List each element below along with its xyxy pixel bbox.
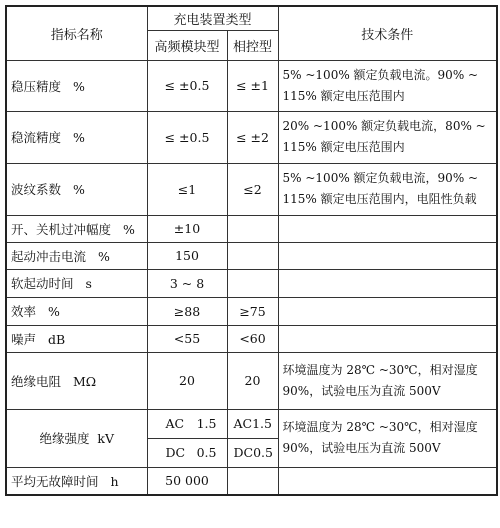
hf-value: ≤1 xyxy=(147,163,227,215)
header-hf-module: 高频模块型 xyxy=(147,30,227,60)
row-name xyxy=(6,297,147,325)
row-name-text: 稳流精度 xyxy=(11,130,62,145)
condition-line: 5% ~100% 额定负载电流。90% ~ xyxy=(282,67,479,82)
table-row xyxy=(6,297,497,325)
condition-cell xyxy=(278,269,497,297)
condition-cell xyxy=(278,325,497,352)
pc-value: ≤ ±1 xyxy=(227,60,278,111)
condition-cell xyxy=(278,111,497,163)
pc-ac-value xyxy=(227,409,278,438)
table-row-strength-ac xyxy=(6,409,497,438)
hf-dc-value xyxy=(147,438,227,467)
condition-line: 90%，试验电压为直流 500V xyxy=(282,441,441,455)
hf-value: 150 xyxy=(147,242,227,269)
header-conditions: 技术条件 xyxy=(278,6,497,60)
hf-ac-value xyxy=(147,409,227,438)
row-name-text: 起动冲击电流 xyxy=(11,248,87,264)
row-unit: s xyxy=(85,276,92,291)
row-name-text: 噪声 xyxy=(11,331,37,347)
row-unit: MΩ xyxy=(72,373,97,389)
row-unit: % xyxy=(122,221,135,237)
row-unit: % xyxy=(47,304,60,319)
row-unit: % xyxy=(72,130,85,145)
row-name xyxy=(6,325,147,352)
table-row xyxy=(6,215,497,242)
row-unit: % xyxy=(97,248,110,264)
row-unit: % xyxy=(72,182,85,197)
hf-value: 50 000 xyxy=(147,467,227,495)
row-name xyxy=(6,215,147,242)
dc-value: 0.5 xyxy=(196,445,217,460)
pc-value xyxy=(227,215,278,242)
row-unit: kV xyxy=(97,431,115,446)
condition-line: 20% ~100% 额定负载电流，80% ~ xyxy=(282,119,486,133)
table-row xyxy=(6,60,497,111)
condition-cell xyxy=(278,242,497,269)
row-name-text: 波纹系数 xyxy=(11,182,62,197)
pc-value: <60 xyxy=(227,325,278,352)
row-name-text: 软起动时间 xyxy=(11,276,74,291)
pc-value: ≤2 xyxy=(227,163,278,215)
row-name xyxy=(6,467,147,495)
ac-value: 1.5 xyxy=(252,416,272,431)
row-name xyxy=(6,60,147,111)
row-name-text: 绝缘电阻 xyxy=(11,373,62,389)
condition-line: 115% 额定电压范围内 xyxy=(282,140,405,154)
condition-line: 90%，试验电压为直流 500V xyxy=(282,383,441,398)
hf-value: <55 xyxy=(147,325,227,352)
row-unit: h xyxy=(110,473,119,489)
header-phase-control: 相控型 xyxy=(227,30,278,60)
pc-value: ≥75 xyxy=(227,297,278,325)
pc-value xyxy=(227,467,278,495)
row-name xyxy=(6,111,147,163)
pc-value: 20 xyxy=(227,352,278,409)
row-name xyxy=(6,409,147,467)
row-name xyxy=(6,352,147,409)
row-name-text: 稳压精度 xyxy=(11,78,62,94)
header-indicator: 指标名称 xyxy=(6,6,147,60)
dc-label: DC xyxy=(165,445,186,460)
dc-value: 0.5 xyxy=(253,445,273,460)
pc-value: ≤ ±2 xyxy=(227,111,278,163)
table-row xyxy=(6,269,497,297)
condition-cell xyxy=(278,215,497,242)
row-name xyxy=(6,163,147,215)
hf-value: 3 ~ 8 xyxy=(147,269,227,297)
header-device-type: 充电装置类型 xyxy=(147,6,278,30)
hf-value: ≤ ±0.5 xyxy=(147,111,227,163)
dc-label: DC xyxy=(233,445,254,460)
condition-cell xyxy=(278,297,497,325)
row-unit: % xyxy=(72,78,85,94)
table-row xyxy=(6,325,497,352)
pc-value xyxy=(227,242,278,269)
condition-line: 环境温度为 28℃ ~30℃，相对湿度 xyxy=(282,362,478,377)
row-name xyxy=(6,242,147,269)
spec-table xyxy=(5,5,498,496)
table-row xyxy=(6,111,497,163)
hf-value: ±10 xyxy=(147,215,227,242)
pc-value xyxy=(227,269,278,297)
condition-cell xyxy=(278,467,497,495)
row-name-text: 效率 xyxy=(11,304,37,319)
row-name-text: 绝缘强度 xyxy=(39,431,90,446)
condition-cell xyxy=(278,60,497,111)
table-row xyxy=(6,467,497,495)
row-name xyxy=(6,269,147,297)
condition-line: 115% 额定电压范围内，电阻性负载 xyxy=(282,192,477,206)
condition-line: 5% ~100% 额定负载电流，90% ~ xyxy=(282,171,479,185)
table-row xyxy=(6,352,497,409)
condition-cell xyxy=(278,409,497,467)
ac-label: AC xyxy=(165,416,185,431)
header-row xyxy=(6,6,497,30)
row-name-text: 开、关机过冲幅度 xyxy=(11,221,112,237)
ac-label: AC xyxy=(233,416,253,431)
table-row xyxy=(6,242,497,269)
row-unit: dB xyxy=(47,331,66,347)
condition-cell xyxy=(278,163,497,215)
condition-line: 环境温度为 28℃ ~30℃，相对湿度 xyxy=(282,420,478,434)
pc-dc-value xyxy=(227,438,278,467)
row-name-text: 平均无故障时间 xyxy=(11,473,99,489)
hf-value: ≥88 xyxy=(147,297,227,325)
ac-value: 1.5 xyxy=(196,416,217,431)
condition-line: 115% 额定电压范围内 xyxy=(282,88,405,103)
condition-cell xyxy=(278,352,497,409)
hf-value: 20 xyxy=(147,352,227,409)
hf-value: ≤ ±0.5 xyxy=(147,60,227,111)
table-row xyxy=(6,163,497,215)
